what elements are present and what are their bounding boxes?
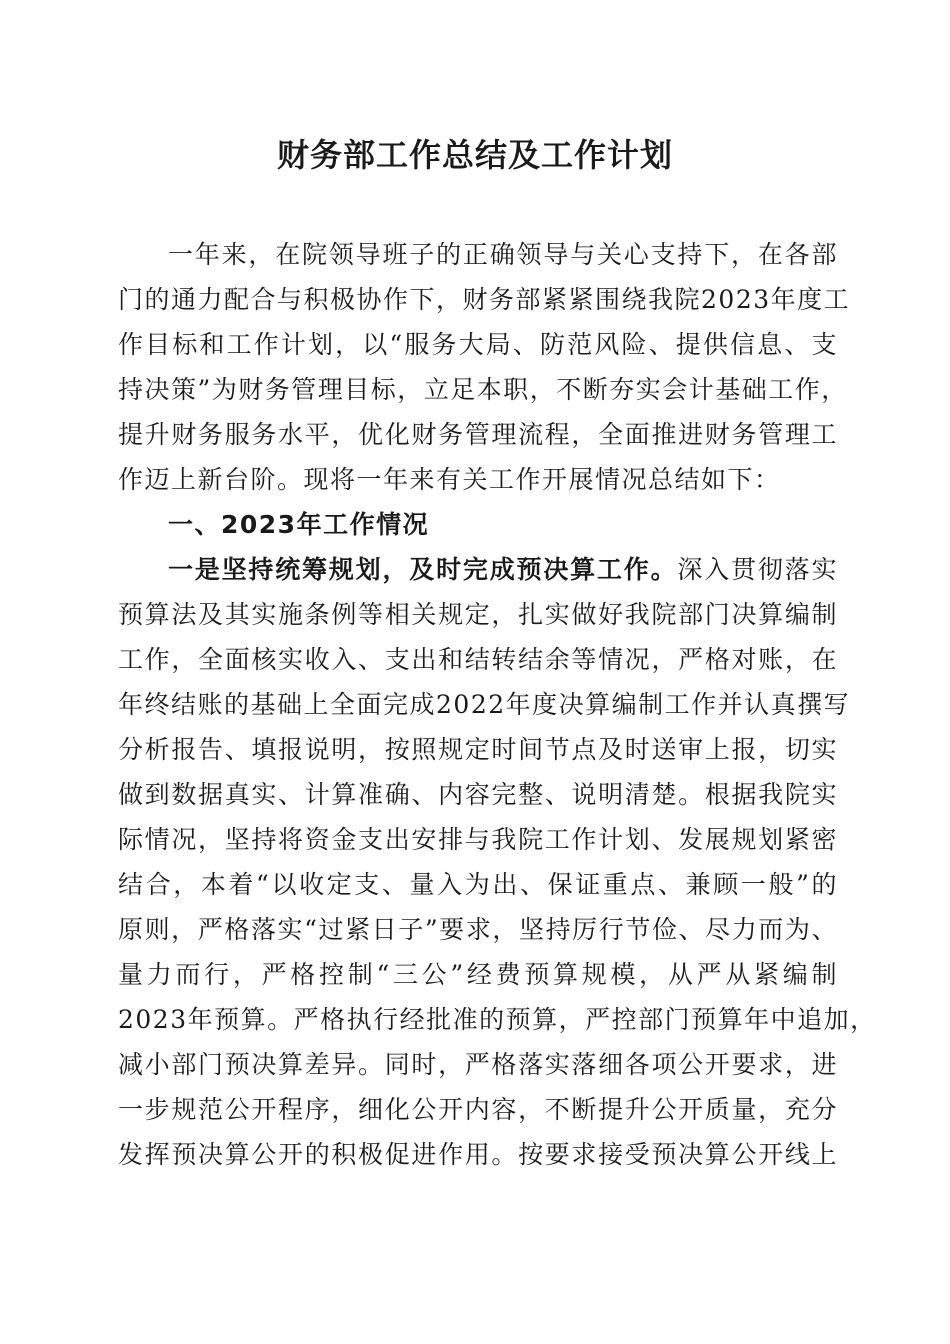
paragraph-line: 减小部门预决算差异。同时，严格落实落细各项公开要求，进: [118, 1050, 838, 1079]
paragraph-line: 作目标和工作计划，以“服务大局、防范风险、提供信息、支: [118, 330, 838, 359]
document-title: 财务部工作总结及工作计划: [276, 136, 673, 174]
paragraph-line: 预算法及其实施条例等相关规定，扎实做好我院部门决算编制: [118, 600, 838, 629]
paragraph-line: 提升财务服务水平，优化财务管理流程，全面推进财务管理工: [118, 420, 838, 449]
paragraph-line: 际情况，坚持将资金支出安排与我院工作计划、发展规划紧密: [118, 825, 838, 854]
point-lead: 一是坚持统筹规划，及时完成预决算工作。: [168, 555, 678, 584]
paragraph-line: 做到数据真实、计算准确、内容完整、说明清楚。根据我院实: [118, 780, 838, 809]
paragraph-line: 一步规范公开程序，细化公开内容，不断提升公开质量，充分: [118, 1095, 838, 1124]
paragraph-line: 作迈上新台阶。现将一年来有关工作开展情况总结如下：: [118, 465, 781, 494]
paragraph-line: 原则，严格落实“过紧日子”要求，坚持厉行节俭、尽力而为、: [118, 915, 838, 944]
paragraph-line: 量力而行，严格控制“三公”经费预算规模，从严从紧编制: [118, 960, 838, 989]
paragraph-line: 结合，本着“以收定支、量入为出、保证重点、兼顾一般”的: [118, 870, 838, 899]
paragraph-line: 一年来，在院领导班子的正确领导与关心支持下，在各部: [168, 240, 838, 269]
section-heading: 一、2023年工作情况: [168, 510, 430, 539]
document-body: [118, 232, 877, 1177]
paragraph-line: 发挥预决算公开的积极促进作用。按要求接受预决算公开线上: [118, 1140, 838, 1169]
point-lead-tail: 深入贯彻落实: [677, 555, 838, 584]
paragraph-line: 门的通力配合与积极协作下，财务部紧紧围绕我院2023年度工: [118, 285, 851, 314]
paragraph-line: 工作，全面核实收入、支出和结转结余等情况，严格对账，在: [118, 645, 838, 674]
paragraph-line: 分析报告、填报说明，按照规定时间节点及时送审上报，切实: [118, 735, 838, 764]
point-lead-line: [118, 547, 838, 592]
paragraph-line: 2023年预算。严格执行经批准的预算，严控部门预算年中追加，: [118, 1005, 877, 1034]
paragraph-line: 持决策”为财务管理目标，立足本职，不断夯实会计基础工作，: [118, 375, 848, 404]
paragraph-line: 年终结账的基础上全面完成2022年度决算编制工作并认真撰写: [118, 690, 851, 719]
